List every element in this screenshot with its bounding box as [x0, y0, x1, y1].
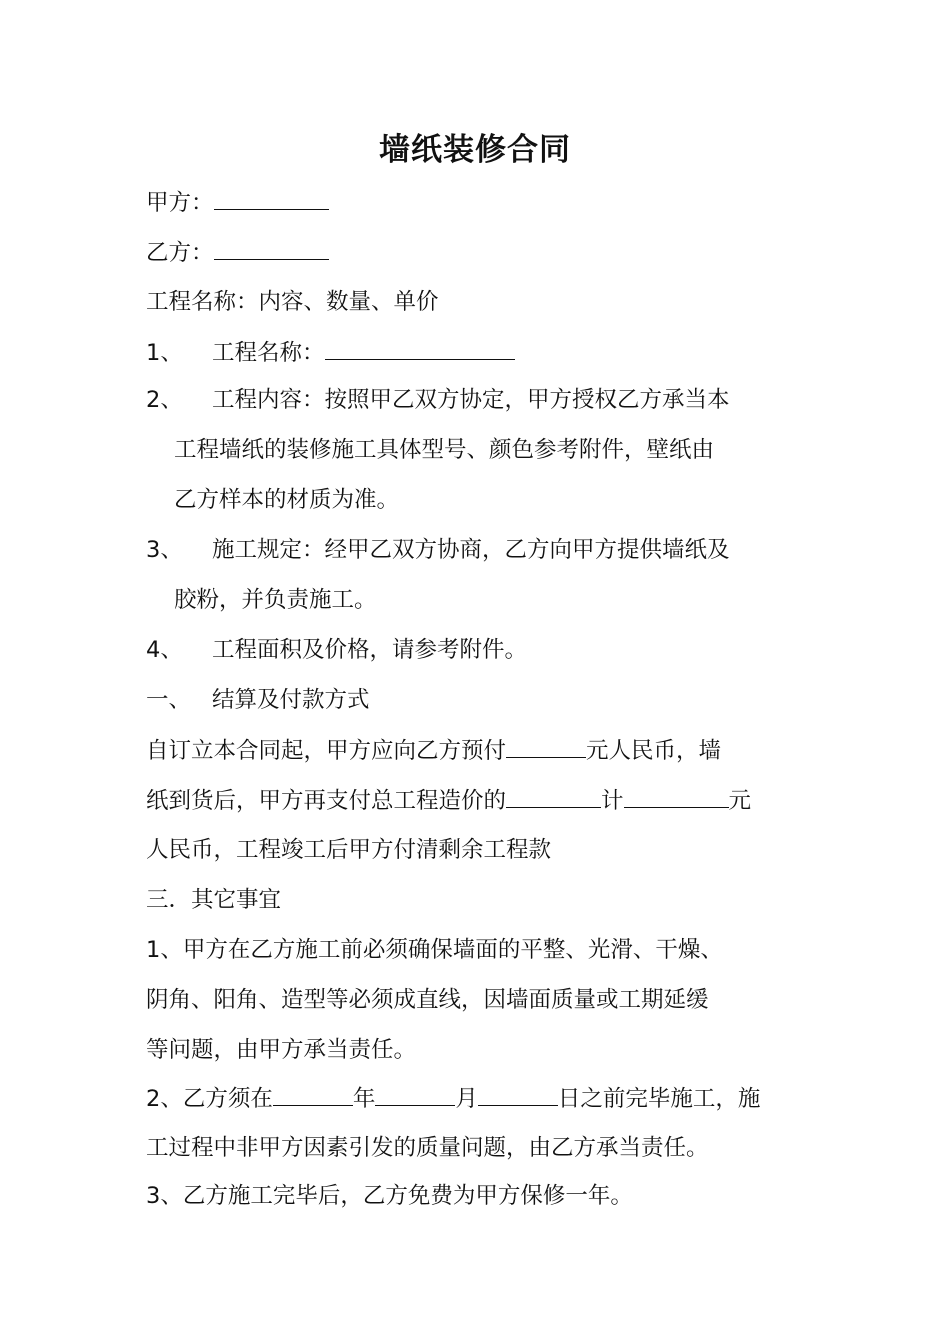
party-b-blank — [214, 237, 329, 260]
other-text: 月 — [455, 1086, 478, 1112]
payment-text: 自订立本合同起，甲方应向乙方预付 — [146, 738, 507, 764]
payment-line-1 — [146, 735, 721, 766]
item-2-line-2: 工程墙纸的装修施工具体型号、颜色参考附件，壁纸由 — [174, 437, 715, 463]
party-a-blank — [214, 187, 329, 210]
document-title: 墙纸装修合同 — [379, 132, 571, 168]
item-number: 4、 — [146, 637, 183, 663]
section-1-heading — [146, 685, 370, 715]
amount-blank — [624, 785, 729, 808]
payment-text: 元 — [728, 788, 752, 814]
item-4 — [146, 635, 527, 665]
payment-line-2 — [146, 785, 751, 816]
item-3-line-2: 胶粉，并负责施工。 — [174, 587, 377, 613]
item-text: 施工规定：经甲乙双方协商，乙方向甲方提供墙纸及 — [212, 537, 730, 563]
party-b-label: 乙方： — [146, 240, 214, 266]
party-a-line — [146, 187, 329, 218]
party-a-label: 甲方： — [146, 190, 214, 216]
item-2-line-3: 乙方样本的材质为准。 — [174, 487, 400, 513]
item-number: 2、 — [146, 387, 183, 413]
other-1-line-2: 阴角、阳角、造型等必须成直线，因墙面质量或工期延缓 — [146, 987, 709, 1013]
payment-text: 元人民币，墙 — [586, 738, 722, 764]
project-header: 工程名称：内容、数量、单价 — [146, 289, 439, 315]
other-1-line-3: 等问题，由甲方承当责任。 — [146, 1037, 417, 1063]
item-text: 工程内容：按照甲乙双方协定，甲方授权乙方承当本 — [212, 387, 730, 413]
item-3-line-1 — [146, 535, 730, 565]
other-text: 年 — [352, 1086, 376, 1112]
other-2-line-1 — [146, 1083, 760, 1114]
other-text: 2、乙方须在 — [146, 1086, 273, 1112]
payment-line-3: 人民币，工程竣工后甲方付清剩余工程款 — [146, 837, 552, 863]
party-b-line — [146, 237, 329, 268]
item-text: 工程名称： — [212, 340, 325, 366]
item-2-line-1 — [146, 385, 730, 415]
item-number: 3、 — [146, 537, 183, 563]
section-title: 结算及付款方式 — [212, 687, 370, 713]
other-2-line-2: 工过程中非甲方因素引发的质量问题，由乙方承当责任。 — [146, 1135, 709, 1161]
item-number: 1、 — [146, 340, 183, 366]
year-blank — [273, 1083, 353, 1106]
month-blank — [375, 1083, 455, 1106]
other-text: 日之前完毕施工，施 — [557, 1086, 761, 1112]
other-3: 3、乙方施工完毕后，乙方免费为甲方保修一年。 — [146, 1183, 633, 1209]
payment-text: 纸到货后，甲方再支付总工程造价的 — [146, 788, 507, 814]
payment-text: 计 — [601, 788, 624, 814]
section-3-heading: 三．其它事宜 — [146, 887, 282, 913]
section-number: 一、 — [146, 687, 192, 713]
project-name-blank — [325, 337, 515, 360]
item-text: 工程面积及价格，请参考附件。 — [212, 637, 528, 663]
percent-blank — [506, 785, 601, 808]
day-blank — [478, 1083, 558, 1106]
item-1 — [146, 337, 515, 368]
other-1-line-1: 1、甲方在乙方施工前必须确保墙面的平整、光滑、干燥、 — [146, 937, 723, 963]
prepay-amount-blank — [506, 735, 586, 758]
